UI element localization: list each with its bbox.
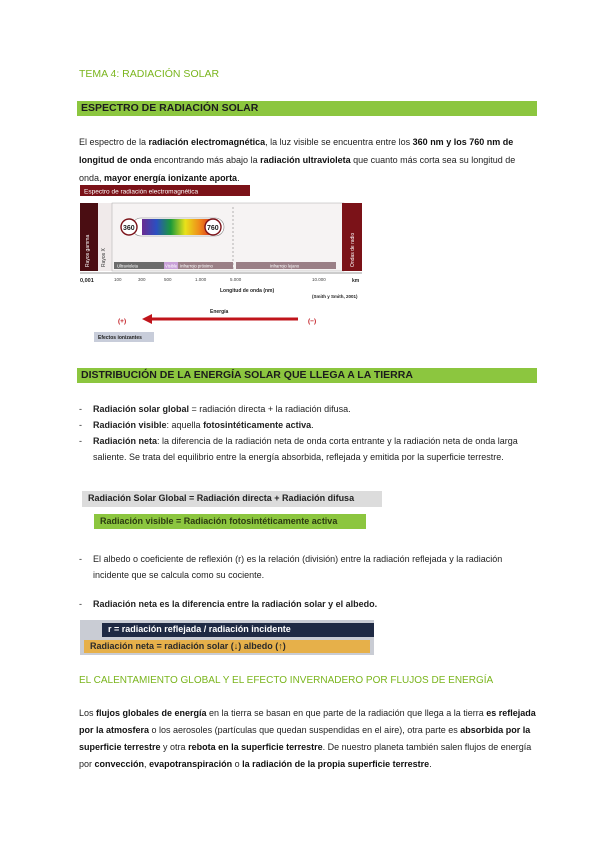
ionizing-label: Efectos ionizantes: [98, 335, 142, 341]
formula-global: Radiación Solar Global = Radiación directa + Radiación difusa: [88, 493, 355, 503]
tick-label: 1.000: [195, 277, 207, 282]
tick-label: 300: [138, 277, 146, 282]
list-item: - El albedo o coeficiente de reflexión (r) es la relación (división) entre la radiación reflejada y la radiación incidente que se calcula como su cociente.: [79, 554, 503, 580]
minus-label: (−): [308, 318, 317, 325]
list-item: - Radiación visible: aquella fotosintéticamente activa.: [79, 420, 314, 430]
tick-label: 0,001: [80, 278, 94, 284]
axis-label: Longitud de onda (nm): [220, 288, 275, 294]
svg-text:Infrarrojo próximo: Infrarrojo próximo: [180, 263, 213, 269]
intro-paragraph: El espectro de la radiación electromagnética, la luz visible se encuentra entre los 360 nm y los 760 nm de longitud de onda encontrando más abajo la radiación ultravioleta que cuanto más corta sea su longitud de onda, mayor energía ionizante aporta.: [79, 137, 516, 183]
formula-visible-box: [94, 514, 366, 529]
formula-net-bar: [84, 640, 370, 653]
section-header-distribution: [77, 368, 537, 383]
page-title: TEMA 4: RADIACIÓN SOLAR: [79, 68, 220, 80]
energy-arrow: [142, 314, 298, 324]
final-paragraph: Los flujos globales de energía en la tierra se basan en que parte de la radiación que llega a la tierra es reflejada por la atmosfera o los aerosoles (partículas que quedan suspendidas en el aire), otra parte es absorbida por la superficie terrestre y otra rebota en la superficie terrestre. De nuestro planeta también salen flujos de energía por convección, evapotranspiración o la radiación de la propia superficie terrestre.: [79, 708, 536, 769]
section-title: ESPECTRO DE RADIACIÓN SOLAR: [81, 102, 259, 114]
list-item: - Radiación neta es la diferencia entre la radiación solar y el albedo.: [79, 599, 378, 609]
svg-text:Ultravioleta: Ultravioleta: [117, 263, 138, 269]
formula-net: Radiación neta = radiación solar (↓) albedo (↑): [90, 641, 286, 651]
visible-gradient: [142, 219, 214, 235]
section-title: DISTRIBUCIÓN DE LA ENERGÍA SOLAR QUE LLEGA A LA TIERRA: [81, 369, 413, 381]
section-header-spectrum: [77, 101, 537, 116]
tick-label: km: [352, 278, 360, 284]
formula-visible: Radiación visible = Radiación fotosintéticamente activa: [100, 516, 338, 526]
formula-albedo-box: [80, 620, 374, 655]
energy-label: Energía: [210, 309, 229, 315]
tick-label: 5.000: [230, 277, 242, 282]
marker-760: 760: [207, 225, 219, 232]
radio-label: Ondas de radio: [350, 232, 356, 267]
tick-label: 500: [164, 277, 172, 282]
formula-reflection: r = radiación reflejada / radiación incidente: [108, 624, 291, 634]
marker-360: 360: [123, 225, 135, 232]
plus-label: (+): [118, 318, 127, 325]
list-item: - Radiación neta: la diferencia de la radiación neta de onda corta entrante y la radiación neta de onda larga saliente. Se trata del equilibrio entre la energía absorbida, reflejada y emitida por la superficie terrestre.: [79, 436, 518, 462]
gamma-label: Rayos gamma: [85, 234, 91, 267]
tick-label: 10.000: [312, 277, 326, 282]
section-title-global-warming: EL CALENTAMIENTO GLOBAL Y EL EFECTO INVERNADERO POR FLUJOS DE ENERGÍA: [79, 675, 494, 686]
list-item: - Radiación solar global = radiación directa + la radiación difusa.: [79, 404, 351, 414]
tick-label: 100: [114, 277, 122, 282]
formula-global-box: [82, 491, 382, 507]
figure-header: Espectro de radiación electromagnética: [84, 188, 199, 196]
xray-label: Rayos X: [101, 248, 107, 267]
svg-text:Visible: Visible: [165, 263, 178, 269]
formula-reflection-bar: [102, 623, 374, 637]
spectrum-figure: [80, 185, 380, 345]
figure-source: (Smith y Smith, 2001): [312, 294, 358, 299]
svg-text:Infrarrojo lejano: Infrarrojo lejano: [270, 263, 300, 269]
